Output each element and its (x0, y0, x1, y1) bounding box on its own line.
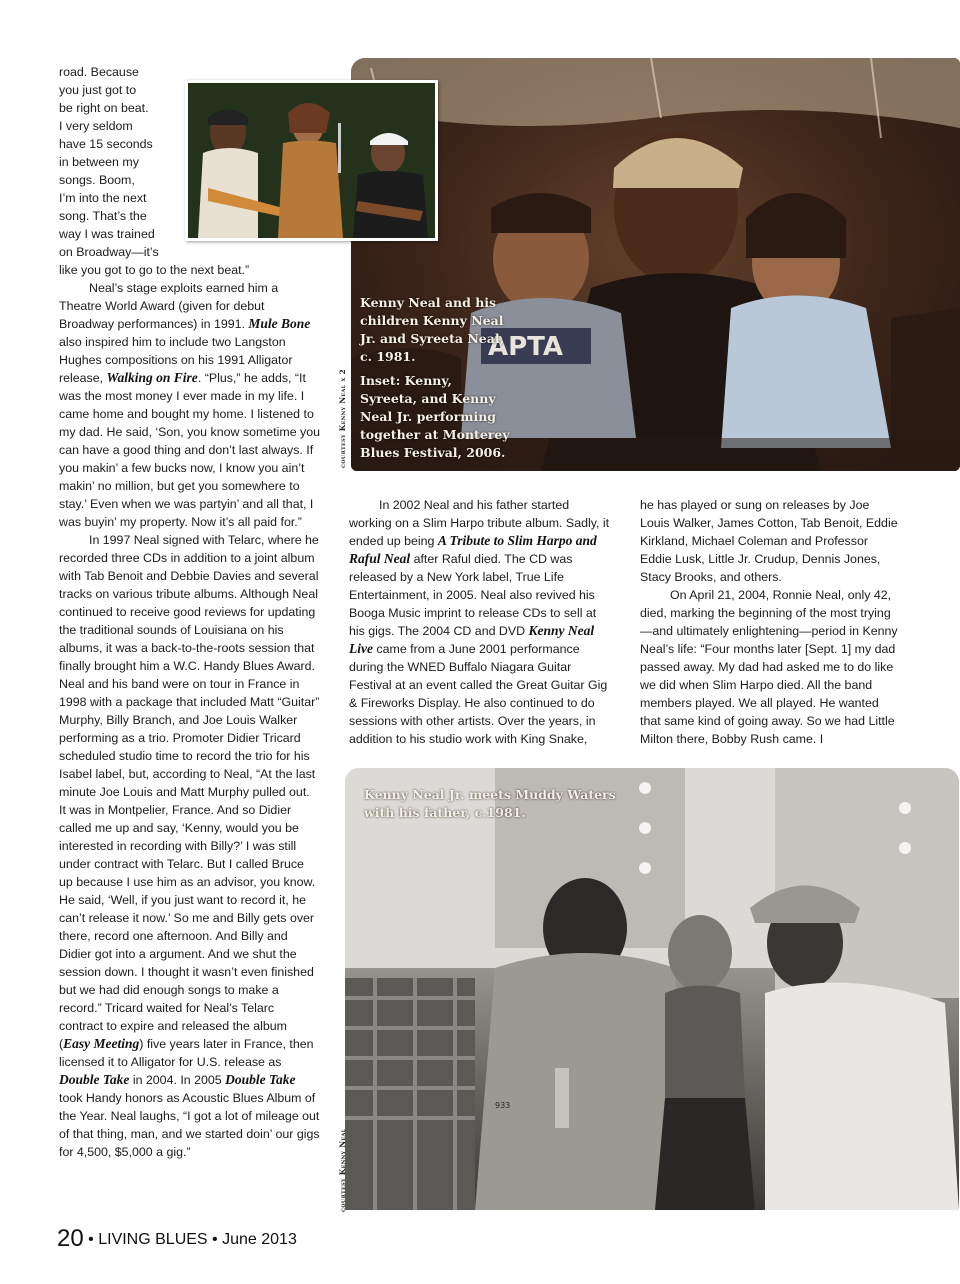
text-line: in between my (59, 155, 139, 169)
paragraph: On April 21, 2004, Ronnie Neal, only 42, died, marking the beginning of the most trying—and ultimately enlightening—period in Kenny Neal’s life: “Four months later [Sept. 1] my dad passed away. My dad had asked me to do like we did when Slim Harpo died. All the band members played. We all played. He wanted that same kind of going away. So we had Little Milton there, Bobby Rush came. I (640, 588, 898, 746)
text-line: I’m into the next (59, 191, 147, 205)
text-line: road. Because (59, 65, 139, 79)
footer-separator: • (212, 1231, 218, 1248)
paragraph: he has played or sung on releases by Joe Louis Walker, James Cotton, Tab Benoit, Eddie Kirkland, Michael Coleman and Professor Eddie Lusk, Little Jr. Crudup, Dennis Jones, Stacy Brooks, and others. (640, 498, 898, 584)
paragraph: In 1997 Neal signed with Telarc, where he recorded three CDs in addition to a joint album with Tab Benoit and Debbie Davies and several tracks on various tribute albums. Although Neal continued to receive good reviews for updating the traditional sounds of Louisiana on his albums, it was a back-to-the-roots session that finally brought him a W.C. Handy Blues Award. Neal and his band were on tour in France in 1998 with a package that included Matt “Guitar” Murphy, Billy Branch, and Joe Louis Walker performing as a trio. Promoter Didier Tricard scheduled studio time to record the trio for his Isabel label, but, according to Neal, “At the last minute Joe Louis and Matt Murphy pulled out. It was in Montpelier, France. And so Didier called me up and say, ‘Kenny, would you be interested in recording with Billy?’ I was still under contract with Telarc. But I called Bruce up because I use him as an advisor, you know. He said, ‘Well, if you just want to record it, he can’t release it now.’ So me and Billy gets over there, record one afternoon. And Billy and Didier got into a argument. And we shut the session down. I thought it wasn’t even finished but we had did enough songs to make a record.” Tricard waited for Neal’s Telarc contract to expire and released the album (Easy Meeting) five years later in France, then licensed it to Alligator for U.S. release as Double Take in 2004. In 2005 Double Take took Handy honors as Acoustic Blues Album of the Year. Neal laughs, “I got a lot of mileage out of that thing, man, and we started doin’ our gigs for 4,500, $5,000 a gig.” (59, 533, 320, 1159)
paragraph: In 2002 Neal and his father started working on a Slim Harpo tribute album. Sadly, it ended up being A Tribute to Slim Harpo and Raful Neal after Raful died. The CD was released by a New York label, True Life Entertainment, in 2005. Neal also revived his Booga Music imprint to release CDs to sell at his gigs. The 2004 CD and DVD Kenny Neal Live came from a June 2001 performance during the WNED Buffalo Niagara Guitar Festival at an event called the Great Guitar Gig & Fireworks Display. He also continued to do sessions with other artists. Over the years, in addition to his studio work with King Snake, (349, 498, 610, 746)
page-footer (57, 1224, 297, 1255)
photo-caption-muddy: Kenny Neal Jr. meets Muddy Waters with his father, c.1981. (364, 787, 616, 820)
text-line: songs. Boom, (59, 173, 135, 187)
page-number: 20 (57, 1225, 84, 1252)
photo-credit: courtesy Kenny Neal x 2 (338, 368, 347, 468)
album-title: Kenny Neal Live (349, 623, 595, 656)
text-line: way I was trained (59, 227, 155, 241)
magazine-name: LIVING BLUES (98, 1231, 208, 1248)
issue-date: June 2013 (222, 1231, 297, 1248)
text-line: song. That’s the (59, 209, 147, 223)
article-column-middle (349, 496, 611, 748)
footer-separator: • (88, 1231, 94, 1248)
muddy-waters-photo (345, 768, 959, 1210)
photo-credit: courtesy Kenny Neal (338, 1128, 347, 1212)
article-column-right (640, 496, 902, 748)
album-title: Double Take (59, 1072, 130, 1087)
shirt-lettering: APTA (488, 332, 564, 362)
photo-caption-family: Kenny Neal and his children Kenny Neal Jr. and Syreeta Neal, c. 1981. (360, 295, 504, 364)
album-title: Walking on Fire (106, 370, 198, 385)
text-line: you just got to (59, 83, 137, 97)
text-line: on Broadway—it’s (59, 245, 159, 259)
album-title: Mule Bone (248, 316, 311, 331)
photo-caption-inset: Inset: Kenny, Syreeta, and Kenny Neal Jr. performing together at Monterey Blues Festival, 2006. (360, 373, 510, 460)
inset-photo (185, 80, 438, 241)
photo-number: 933 (495, 1101, 511, 1110)
album-title: A Tribute to Slim Harpo and Raful Neal (349, 533, 597, 566)
text-line: I very seldom (59, 119, 133, 133)
paragraph: Neal’s stage exploits earned him a Theatre World Award (given for debut Broadway performances) in 1991. Mule Bone also inspired him to include two Langston Hughes compositions on his 1991 Alligator release, Walking on Fire. “Plus,” he adds, “It was the most money I ever made in my life. I came home and bought my home. I listened to my dad. He said, ‘Son, you know sometime you can have a good thing and don’t last always. If you makin’ a few bucks now, I know you ain’t makin’ no million, but get you somewhere to stay.’ Even when we was partyin’ and all that, I was buyin’ my property. Now it’s all paid for.” (59, 281, 321, 529)
inset-photo-illustration (188, 83, 435, 238)
paragraph-end: like you got to go to the next beat.” (59, 263, 250, 277)
album-title: Easy Meeting (63, 1036, 140, 1051)
text-line: have 15 seconds (59, 137, 153, 151)
text-line: be right on beat. (59, 101, 149, 115)
muddy-waters-photo-illustration (345, 768, 959, 1210)
album-title: Double Take (225, 1072, 296, 1087)
